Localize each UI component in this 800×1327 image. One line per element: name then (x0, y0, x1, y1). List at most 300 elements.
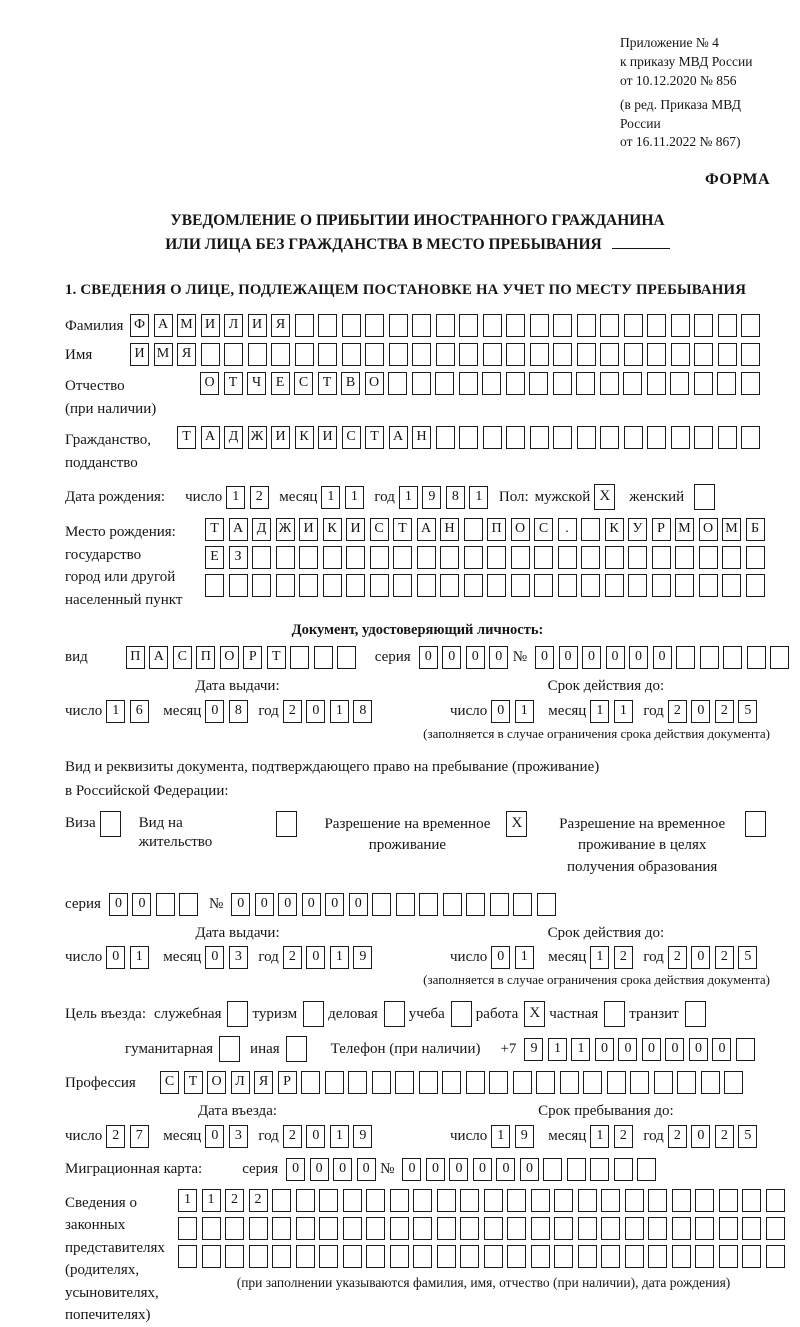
char-box[interactable] (601, 1217, 620, 1240)
char-box[interactable]: 3 (229, 946, 248, 969)
char-box[interactable]: 9 (524, 1038, 543, 1061)
char-box[interactable] (412, 314, 431, 337)
char-box[interactable] (625, 1245, 644, 1268)
char-box[interactable] (484, 1217, 503, 1240)
char-box[interactable] (201, 343, 220, 366)
char-box[interactable] (202, 1245, 221, 1268)
char-box[interactable]: 0 (306, 1125, 325, 1148)
char-box[interactable]: 0 (231, 893, 250, 916)
char-box[interactable]: 2 (250, 486, 269, 509)
char-box[interactable] (413, 1217, 432, 1240)
char-box[interactable]: 0 (205, 700, 224, 723)
char-box[interactable] (225, 1217, 244, 1240)
char-box[interactable] (388, 372, 407, 395)
char-box[interactable] (537, 893, 556, 916)
char-box[interactable] (323, 546, 342, 569)
char-box[interactable]: Ч (247, 372, 266, 395)
char-box[interactable] (672, 1217, 691, 1240)
char-box[interactable] (654, 1071, 673, 1094)
char-box[interactable]: А (417, 518, 436, 541)
char-box[interactable] (459, 426, 478, 449)
char-box[interactable] (531, 1245, 550, 1268)
char-box[interactable] (299, 546, 318, 569)
char-box[interactable] (511, 546, 530, 569)
char-box[interactable] (464, 546, 483, 569)
char-box[interactable]: 1 (515, 700, 534, 723)
char-box[interactable] (506, 372, 525, 395)
char-box[interactable]: Д (224, 426, 243, 449)
char-box[interactable] (770, 646, 789, 669)
char-box[interactable] (694, 343, 713, 366)
char-box[interactable]: 0 (496, 1158, 515, 1181)
char-box[interactable]: Е (205, 546, 224, 569)
char-box[interactable]: О (511, 518, 530, 541)
char-box[interactable] (699, 546, 718, 569)
checkbox-purpose-study[interactable] (451, 1001, 472, 1027)
char-box[interactable] (442, 1071, 461, 1094)
char-box[interactable] (630, 1071, 649, 1094)
char-box[interactable]: П (126, 646, 145, 669)
char-box[interactable] (436, 343, 455, 366)
char-box[interactable]: 6 (130, 700, 149, 723)
char-box[interactable]: 1 (399, 486, 418, 509)
char-box[interactable] (484, 1245, 503, 1268)
char-box[interactable]: Б (746, 518, 765, 541)
char-box[interactable] (647, 314, 666, 337)
char-box[interactable]: Н (440, 518, 459, 541)
char-box[interactable] (766, 1217, 785, 1240)
char-box[interactable] (719, 1217, 738, 1240)
char-box[interactable]: 1 (202, 1189, 221, 1212)
char-box[interactable] (553, 426, 572, 449)
char-box[interactable] (590, 1158, 609, 1181)
char-box[interactable]: 0 (306, 946, 325, 969)
char-box[interactable] (337, 646, 356, 669)
char-box[interactable] (459, 314, 478, 337)
char-box[interactable]: 0 (449, 1158, 468, 1181)
char-box[interactable]: 0 (712, 1038, 731, 1061)
char-box[interactable]: И (299, 518, 318, 541)
char-box[interactable] (483, 343, 502, 366)
char-box[interactable]: 0 (402, 1158, 421, 1181)
char-box[interactable]: 2 (225, 1189, 244, 1212)
char-box[interactable]: Ж (248, 426, 267, 449)
char-box[interactable]: М (675, 518, 694, 541)
char-box[interactable]: 1 (590, 700, 609, 723)
char-box[interactable] (314, 646, 333, 669)
char-box[interactable]: 8 (229, 700, 248, 723)
char-box[interactable] (179, 893, 198, 916)
char-box[interactable] (578, 1189, 597, 1212)
char-box[interactable] (648, 1217, 667, 1240)
char-box[interactable] (249, 1245, 268, 1268)
char-box[interactable]: 2 (106, 1125, 125, 1148)
char-box[interactable] (440, 574, 459, 597)
char-box[interactable] (248, 343, 267, 366)
char-box[interactable]: Д (252, 518, 271, 541)
char-box[interactable] (766, 1245, 785, 1268)
char-box[interactable] (436, 314, 455, 337)
char-box[interactable] (513, 893, 532, 916)
char-box[interactable]: 1 (330, 946, 349, 969)
char-box[interactable]: М (722, 518, 741, 541)
char-box[interactable] (276, 574, 295, 597)
char-box[interactable]: 0 (419, 646, 438, 669)
char-box[interactable]: И (130, 343, 149, 366)
char-box[interactable] (647, 343, 666, 366)
char-box[interactable]: 0 (473, 1158, 492, 1181)
char-box[interactable] (296, 1217, 315, 1240)
char-box[interactable]: Т (318, 372, 337, 395)
char-box[interactable] (272, 1245, 291, 1268)
char-box[interactable] (529, 372, 548, 395)
char-box[interactable]: 2 (249, 1189, 268, 1212)
char-box[interactable]: 1 (590, 1125, 609, 1148)
char-box[interactable] (483, 314, 502, 337)
char-box[interactable]: И (346, 518, 365, 541)
char-box[interactable] (299, 574, 318, 597)
char-box[interactable] (271, 343, 290, 366)
char-box[interactable] (413, 1245, 432, 1268)
char-box[interactable]: М (154, 343, 173, 366)
char-box[interactable]: 1 (178, 1189, 197, 1212)
char-box[interactable]: А (389, 426, 408, 449)
char-box[interactable] (372, 893, 391, 916)
char-box[interactable]: 1 (106, 700, 125, 723)
char-box[interactable] (625, 1217, 644, 1240)
char-box[interactable] (534, 574, 553, 597)
char-box[interactable]: 1 (345, 486, 364, 509)
char-box[interactable] (366, 1245, 385, 1268)
char-box[interactable] (601, 1245, 620, 1268)
char-box[interactable] (319, 1217, 338, 1240)
char-box[interactable]: 0 (325, 893, 344, 916)
char-box[interactable] (460, 1189, 479, 1212)
char-box[interactable] (459, 343, 478, 366)
char-box[interactable] (742, 1217, 761, 1240)
char-box[interactable]: 0 (205, 1125, 224, 1148)
char-box[interactable]: Т (205, 518, 224, 541)
char-box[interactable] (671, 426, 690, 449)
checkbox-purpose-transit[interactable] (685, 1001, 706, 1027)
char-box[interactable]: И (248, 314, 267, 337)
char-box[interactable] (647, 372, 666, 395)
char-box[interactable]: Ф (130, 314, 149, 337)
char-box[interactable] (553, 343, 572, 366)
char-box[interactable] (295, 314, 314, 337)
char-box[interactable] (301, 1071, 320, 1094)
char-box[interactable] (747, 646, 766, 669)
char-box[interactable] (365, 314, 384, 337)
char-box[interactable] (605, 546, 624, 569)
checkbox-purpose-private[interactable] (604, 1001, 625, 1027)
char-box[interactable]: 0 (466, 646, 485, 669)
char-box[interactable] (366, 1217, 385, 1240)
char-box[interactable] (554, 1217, 573, 1240)
char-box[interactable]: С (534, 518, 553, 541)
char-box[interactable] (483, 426, 502, 449)
char-box[interactable] (677, 1071, 696, 1094)
char-box[interactable] (342, 343, 361, 366)
char-box[interactable]: 7 (130, 1125, 149, 1148)
char-box[interactable] (272, 1189, 291, 1212)
char-box[interactable] (372, 1071, 391, 1094)
char-box[interactable] (699, 574, 718, 597)
char-box[interactable]: 1 (491, 1125, 510, 1148)
char-box[interactable] (637, 1158, 656, 1181)
char-box[interactable] (614, 1158, 633, 1181)
char-box[interactable] (511, 574, 530, 597)
char-box[interactable] (553, 314, 572, 337)
char-box[interactable]: С (160, 1071, 179, 1094)
char-box[interactable]: 1 (226, 486, 245, 509)
char-box[interactable] (741, 314, 760, 337)
char-box[interactable]: 2 (715, 700, 734, 723)
char-box[interactable] (577, 343, 596, 366)
char-box[interactable] (578, 1245, 597, 1268)
char-box[interactable]: С (342, 426, 361, 449)
char-box[interactable] (581, 546, 600, 569)
char-box[interactable] (718, 426, 737, 449)
char-box[interactable] (676, 646, 695, 669)
char-box[interactable]: 0 (310, 1158, 329, 1181)
char-box[interactable] (484, 1189, 503, 1212)
char-box[interactable] (576, 372, 595, 395)
char-box[interactable]: 1 (571, 1038, 590, 1061)
char-box[interactable]: Л (231, 1071, 250, 1094)
char-box[interactable] (419, 893, 438, 916)
char-box[interactable] (370, 546, 389, 569)
char-box[interactable]: 0 (491, 946, 510, 969)
char-box[interactable]: И (201, 314, 220, 337)
char-box[interactable] (554, 1189, 573, 1212)
char-box[interactable] (343, 1189, 362, 1212)
char-box[interactable] (252, 546, 271, 569)
char-box[interactable] (695, 1245, 714, 1268)
char-box[interactable] (717, 372, 736, 395)
char-box[interactable] (296, 1189, 315, 1212)
char-box[interactable] (741, 372, 760, 395)
char-box[interactable]: Т (267, 646, 286, 669)
char-box[interactable] (272, 1217, 291, 1240)
char-box[interactable]: В (341, 372, 360, 395)
char-box[interactable] (459, 372, 478, 395)
char-box[interactable] (652, 574, 671, 597)
char-box[interactable] (393, 574, 412, 597)
char-box[interactable]: 0 (606, 646, 625, 669)
char-box[interactable] (156, 893, 175, 916)
char-box[interactable]: 5 (738, 700, 757, 723)
char-box[interactable]: 0 (582, 646, 601, 669)
char-box[interactable] (178, 1245, 197, 1268)
char-box[interactable]: 2 (668, 1125, 687, 1148)
char-box[interactable] (318, 314, 337, 337)
char-box[interactable]: 0 (691, 946, 710, 969)
char-box[interactable]: 8 (353, 700, 372, 723)
char-box[interactable] (389, 343, 408, 366)
char-box[interactable]: З (229, 546, 248, 569)
char-box[interactable]: 0 (535, 646, 554, 669)
char-box[interactable] (558, 546, 577, 569)
char-box[interactable]: Т (184, 1071, 203, 1094)
char-box[interactable]: 0 (349, 893, 368, 916)
char-box[interactable]: А (201, 426, 220, 449)
char-box[interactable] (624, 426, 643, 449)
char-box[interactable] (413, 1189, 432, 1212)
char-box[interactable]: 1 (548, 1038, 567, 1061)
char-box[interactable]: 0 (653, 646, 672, 669)
char-box[interactable]: 0 (357, 1158, 376, 1181)
char-box[interactable]: Л (224, 314, 243, 337)
char-box[interactable] (736, 1038, 755, 1061)
char-box[interactable] (323, 574, 342, 597)
char-box[interactable] (722, 546, 741, 569)
char-box[interactable] (419, 1071, 438, 1094)
char-box[interactable] (506, 343, 525, 366)
char-box[interactable]: 0 (491, 700, 510, 723)
char-box[interactable] (675, 546, 694, 569)
char-box[interactable] (724, 1071, 743, 1094)
char-box[interactable] (746, 546, 765, 569)
char-box[interactable] (506, 426, 525, 449)
char-box[interactable] (466, 1071, 485, 1094)
char-box[interactable]: Я (177, 343, 196, 366)
char-box[interactable] (412, 343, 431, 366)
char-box[interactable] (490, 893, 509, 916)
char-box[interactable]: 3 (229, 1125, 248, 1148)
char-box[interactable]: К (295, 426, 314, 449)
checkbox-purpose-business[interactable] (384, 1001, 405, 1027)
checkbox-temp-residence[interactable]: X (506, 811, 527, 837)
char-box[interactable] (600, 372, 619, 395)
char-box[interactable] (578, 1217, 597, 1240)
char-box[interactable] (567, 1158, 586, 1181)
char-box[interactable] (553, 372, 572, 395)
char-box[interactable]: Н (412, 426, 431, 449)
char-box[interactable]: П (196, 646, 215, 669)
char-box[interactable] (365, 343, 384, 366)
checkbox-purpose-tourism[interactable] (303, 1001, 324, 1027)
char-box[interactable]: 0 (629, 646, 648, 669)
char-box[interactable]: 1 (515, 946, 534, 969)
char-box[interactable]: 0 (278, 893, 297, 916)
char-box[interactable] (605, 574, 624, 597)
char-box[interactable]: 0 (559, 646, 578, 669)
char-box[interactable] (395, 1071, 414, 1094)
char-box[interactable] (466, 893, 485, 916)
char-box[interactable] (460, 1245, 479, 1268)
char-box[interactable]: Ж (276, 518, 295, 541)
char-box[interactable]: 9 (353, 946, 372, 969)
char-box[interactable] (436, 426, 455, 449)
checkbox-male[interactable]: X (594, 484, 615, 510)
char-box[interactable]: 0 (426, 1158, 445, 1181)
char-box[interactable] (464, 518, 483, 541)
char-box[interactable] (577, 426, 596, 449)
char-box[interactable]: 0 (689, 1038, 708, 1061)
char-box[interactable] (534, 546, 553, 569)
char-box[interactable]: 0 (691, 1125, 710, 1148)
char-box[interactable] (700, 646, 719, 669)
char-box[interactable] (390, 1245, 409, 1268)
char-box[interactable]: 2 (614, 946, 633, 969)
char-box[interactable] (672, 1245, 691, 1268)
char-box[interactable] (506, 314, 525, 337)
char-box[interactable]: 0 (520, 1158, 539, 1181)
char-box[interactable] (393, 546, 412, 569)
char-box[interactable] (581, 518, 600, 541)
checkbox-temp-residence-education[interactable] (745, 811, 766, 837)
char-box[interactable]: 0 (205, 946, 224, 969)
char-box[interactable]: 1 (130, 946, 149, 969)
char-box[interactable] (741, 426, 760, 449)
char-box[interactable] (694, 314, 713, 337)
char-box[interactable]: 0 (442, 646, 461, 669)
char-box[interactable]: 1 (590, 946, 609, 969)
char-box[interactable]: Т (177, 426, 196, 449)
char-box[interactable]: Р (652, 518, 671, 541)
char-box[interactable] (319, 1245, 338, 1268)
checkbox-purpose-humanitarian[interactable] (219, 1036, 240, 1062)
char-box[interactable] (412, 372, 431, 395)
char-box[interactable] (723, 646, 742, 669)
char-box[interactable]: 0 (302, 893, 321, 916)
char-box[interactable]: 0 (255, 893, 274, 916)
char-box[interactable]: Я (254, 1071, 273, 1094)
char-box[interactable] (694, 426, 713, 449)
char-box[interactable] (489, 1071, 508, 1094)
char-box[interactable] (440, 546, 459, 569)
char-box[interactable] (648, 1245, 667, 1268)
char-box[interactable] (543, 1158, 562, 1181)
checkbox-purpose-official[interactable] (227, 1001, 248, 1027)
char-box[interactable] (417, 574, 436, 597)
char-box[interactable] (741, 343, 760, 366)
char-box[interactable]: 0 (618, 1038, 637, 1061)
char-box[interactable]: 0 (691, 700, 710, 723)
char-box[interactable]: 2 (715, 1125, 734, 1148)
char-box[interactable] (437, 1217, 456, 1240)
char-box[interactable] (719, 1189, 738, 1212)
char-box[interactable] (577, 314, 596, 337)
char-box[interactable] (487, 546, 506, 569)
char-box[interactable] (670, 372, 689, 395)
char-box[interactable] (396, 893, 415, 916)
char-box[interactable] (742, 1245, 761, 1268)
char-box[interactable] (530, 314, 549, 337)
char-box[interactable] (531, 1217, 550, 1240)
char-box[interactable]: 2 (283, 700, 302, 723)
char-box[interactable]: О (220, 646, 239, 669)
char-box[interactable]: Т (365, 426, 384, 449)
char-box[interactable]: 0 (333, 1158, 352, 1181)
char-box[interactable]: 0 (642, 1038, 661, 1061)
char-box[interactable] (581, 574, 600, 597)
char-box[interactable] (746, 574, 765, 597)
char-box[interactable] (318, 343, 337, 366)
char-box[interactable] (671, 314, 690, 337)
char-box[interactable]: . (558, 518, 577, 541)
char-box[interactable] (600, 426, 619, 449)
char-box[interactable] (628, 546, 647, 569)
char-box[interactable]: О (365, 372, 384, 395)
char-box[interactable] (435, 372, 454, 395)
char-box[interactable] (417, 546, 436, 569)
char-box[interactable]: 2 (668, 946, 687, 969)
checkbox-female[interactable] (694, 484, 715, 510)
char-box[interactable] (389, 314, 408, 337)
char-box[interactable]: 1 (330, 700, 349, 723)
